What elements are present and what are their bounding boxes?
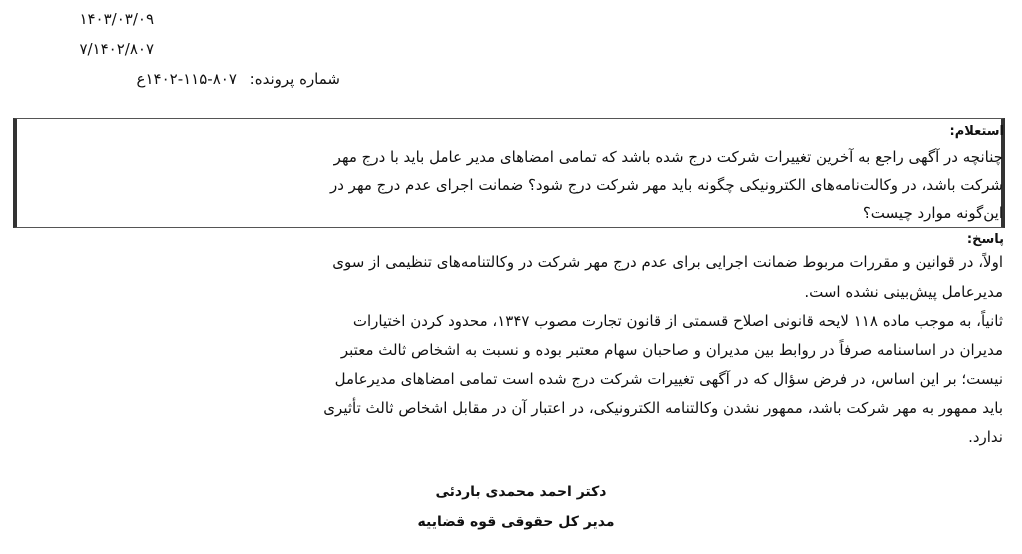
answer-label: پاسخ:	[966, 232, 1004, 247]
answer-line-2: مدیرعامل پیش‌بینی نشده است.	[804, 283, 1003, 301]
answer-line-5: نیست؛ بر این اساس، در فرض سؤال که در آگهی تغییرات شرکت درج شده است تمامی امضاهای مدیرعامل	[334, 370, 1003, 388]
question-line-1: چنانچه در آگهی راجع به آخرین تغییرات شرکت درج شده باشد که تمامی امضاهای مدیر عامل باید با درج مهر	[333, 148, 1003, 166]
file-number-line	[137, 70, 341, 88]
answer-line-7: ندارد.	[968, 428, 1003, 446]
file-number-value: ۸۰۷-۱۱۵-۱۴۰۲ع	[136, 70, 237, 88]
question-line-3: این‌گونه موارد چیست؟	[862, 204, 1003, 222]
signatory-name: دکتر احمد محمدی باردئی	[435, 484, 607, 500]
reference-number-line	[79, 40, 154, 58]
answer-line-3: ثانیاً، به موجب ماده ۱۱۸ لایحه قانونی اصلاح قسمتی از قانون تجارت مصوب ۱۳۴۷، محدود کردن اختیارات	[352, 312, 1003, 330]
signatory-title: مدیر کل حقوقی قوه قضاییه	[417, 514, 615, 530]
question-box	[13, 118, 1005, 228]
date-value: ۱۴۰۳/۰۳/۰۹	[79, 10, 154, 28]
answer-line-1: اولاً، در قوانین و مقررات مربوط ضمانت اجرایی برای عدم درج مهر شرکت در وکالتنامه‌های تنظیمی از سوی	[332, 253, 1003, 271]
date-line	[79, 10, 154, 28]
file-number-label: شماره پرونده:	[249, 70, 340, 88]
answer-line-4: مدیران در اساسنامه صرفاً در روابط بین مدیران و صاحبان سهام معتبر بوده و نسبت به اشخاص ثالث معتبر	[340, 341, 1003, 359]
question-label: استعلام:	[949, 124, 1004, 139]
reference-number-value: ۷/۱۴۰۲/۸۰۷	[79, 40, 154, 58]
question-line-2: شرکت باشد، در وکالت‌نامه‌های الکترونیکی چگونه باید مهر شرکت درج شود؟ ضمانت اجرای عدم درج مهر در	[329, 176, 1003, 194]
answer-line-6: باید ممهور به مهر شرکت باشد، ممهور نشدن وکالتنامه الکترونیکی، در اعتبار آن در مقابل اشخاص ثالث تأثیری	[323, 399, 1003, 417]
